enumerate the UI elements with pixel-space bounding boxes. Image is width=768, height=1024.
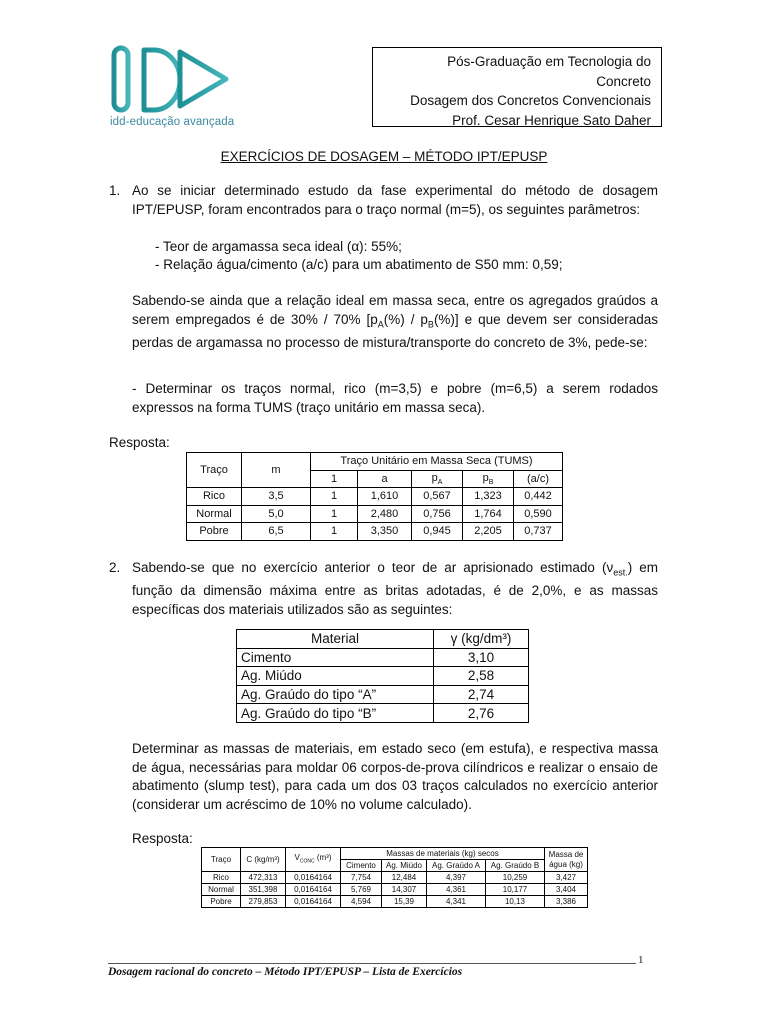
question-number: 1. — [109, 183, 121, 198]
table-header: $V_{CONC}$ (m³) — [286, 848, 341, 872]
footer-divider — [108, 963, 636, 964]
table-row: Ag. Miúdo 2,58 — [237, 667, 529, 686]
table-row: Normal 5,0 1 2,480 0,756 1,764 0,590 — [187, 505, 563, 523]
table-header: Ag. Graúdo B — [486, 860, 545, 872]
document-title: EXERCÍCIOS DE DOSAGEM – MÉTODO IPT/EPUSP — [220, 149, 548, 164]
table-row: Normal 351,398 0,0164164 5,769 14,307 4,361 10,177 3,404 — [202, 884, 588, 896]
table-row: Ag. Graúdo do tipo “B” 2,76 — [237, 704, 529, 723]
table-header: (a/c) — [514, 470, 563, 488]
footer-text: Dosagem racional do concreto – Método IPT/EPUSP – Lista de Exercícios — [108, 966, 463, 978]
table-header: Traço Unitário em Massa Seca (TUMS) — [311, 453, 563, 471]
tums-table — [186, 452, 563, 541]
question-2-task: Determinar as massas de materiais, em estado seco (em estufa), e respectiva massa de água, necessárias para moldar 06 corpos-de-prova cilíndricos e realizar o ensaio de abatimento (slump test), para cada um dos 03 traços calculados no exercício anterior (considerar um acréscimo de 10% no volume calculado). — [132, 741, 658, 812]
question-1-intro: Ao se iniciar determinado estudo da fase experimental do método de dosagem IPT/EPUSP, foram encontrados para o traço normal (m=5), os seguintes parâmetros: — [132, 183, 658, 217]
header-line: Pós-Graduação em Tecnologia do — [447, 54, 651, 69]
q1-parameter: - Teor de argamassa seca ideal (α): 55%; — [155, 239, 402, 254]
table-row: Ag. Graúdo do tipo “A” 2,74 — [237, 685, 529, 704]
q1-parameter: - Relação água/cimento (a/c) para um abatimento de S50 mm: 0,59; — [155, 257, 563, 272]
table-header: $p_B$ — [463, 470, 514, 488]
table-row: Cimento 3,10 — [237, 648, 529, 667]
table-header: Cimento — [341, 860, 382, 872]
header-line: Concreto — [596, 73, 651, 89]
table-header: m — [242, 453, 311, 488]
question-2-intro: Sabendo-se que no exercício anterior o teor de ar aprisionado estimado $(\nu_{est.})$ em função da dimensão máxima entre as britas adotadas, é de 2,0%, e as massas específicas dos materiais utilizados são as seguintes: — [132, 560, 659, 617]
table-header: Massas de materiais (kg) secos — [341, 848, 545, 860]
table-row: Rico 3,5 1 1,610 0,567 1,323 0,442 — [187, 488, 563, 506]
header-line: Prof. Cesar Henrique Sato Daher — [452, 112, 651, 128]
answer-label: Resposta: — [132, 831, 193, 846]
table-header: γ (kg/dm³) — [434, 630, 529, 649]
material-mass-table — [201, 847, 588, 908]
table-row: Pobre 279,853 0,0164164 4,594 15,39 4,341 10,13 3,386 — [202, 896, 588, 908]
table-header: C (kg/m³) — [241, 848, 286, 872]
table-header: Ag. Miúdo — [382, 860, 427, 872]
table-header: Material — [237, 630, 434, 649]
table-row: Pobre 6,5 1 3,350 0,945 2,205 0,737 — [187, 523, 563, 541]
question-1-task: - Determinar os traços normal, rico (m=3,5) e pobre (m=6,5) a serem rodados expressos na forma TUMS (traço unitário em massa seca). — [132, 381, 658, 415]
question-number: 2. — [109, 560, 121, 575]
table-header: Traço — [187, 453, 242, 488]
header-line: Dosagem dos Concretos Convencionais — [410, 93, 651, 108]
question-1-context: Sabendo-se ainda que a relação ideal em massa seca, entre os agregados graúdos a serem empregados é de 30% / 70% $[p_A(\%) / p_B(\%)]$ e que devem ser consideradas perdas de argamassa no processo de mistura/transporte do concreto de 3%, pede-se: — [132, 293, 659, 350]
table-header: Massa de água (kg) — [545, 848, 588, 872]
logo-caption: idd-educação avançada — [110, 116, 235, 128]
table-header: 1 — [311, 470, 358, 488]
table-row: Rico 472,313 0,0164164 7,754 12,484 4,397 10,259 3,427 — [202, 872, 588, 884]
table-header: Ag. Graúdo A — [427, 860, 486, 872]
course-header-box — [372, 47, 662, 127]
table-header: Traço — [202, 848, 241, 872]
answer-label: Resposta: — [109, 435, 170, 450]
table-header: $p_A$ — [412, 470, 463, 488]
page-number: 1 — [638, 954, 644, 966]
table-header: a — [358, 470, 412, 488]
material-density-table — [236, 629, 529, 723]
